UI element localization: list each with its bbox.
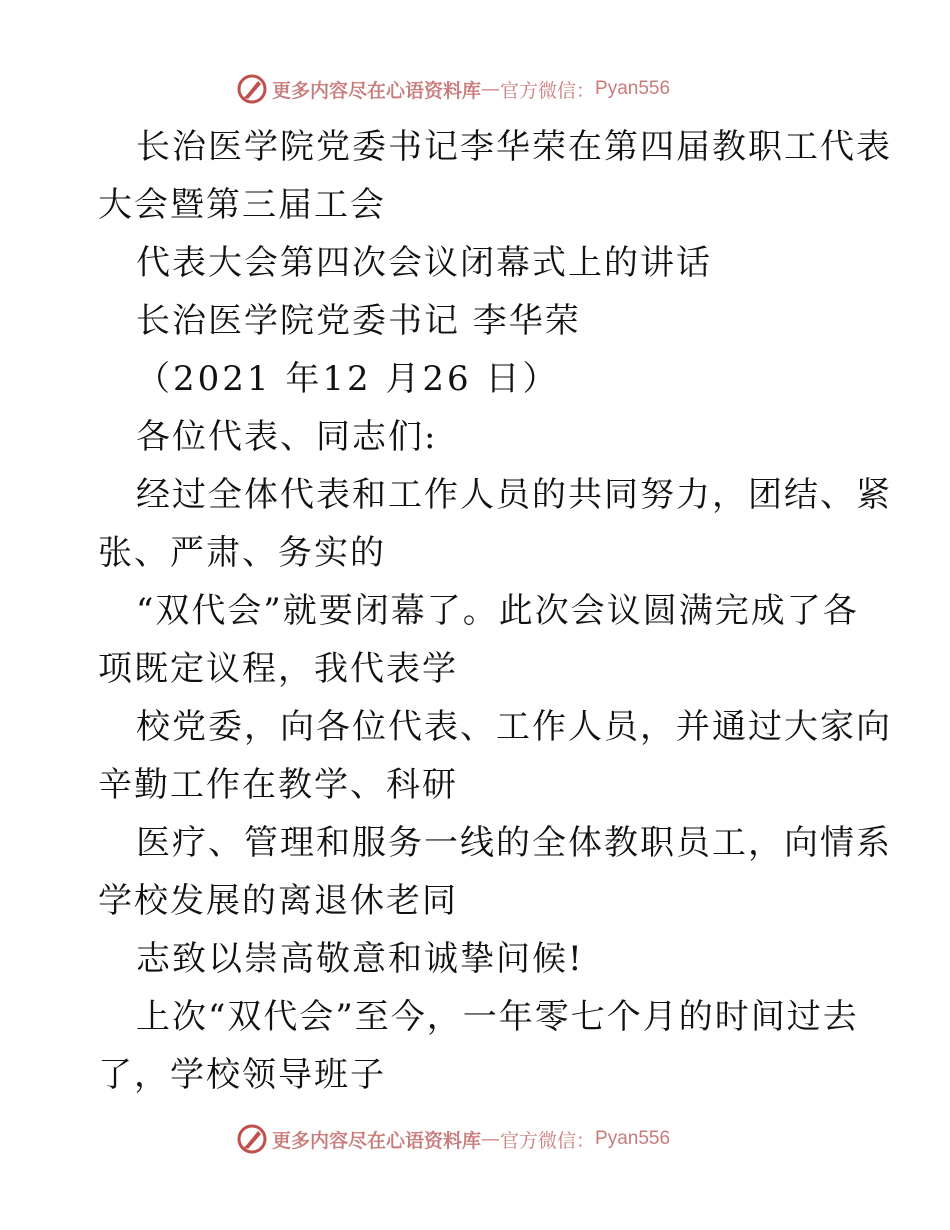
paragraph-line: “双代会”就要闭幕了。此次会议圆满完成了各 (136, 591, 859, 631)
watermark-brand: 更多内容尽在心语资料库 (272, 1129, 482, 1152)
date-line: （2021 年12 月26 日） (136, 359, 560, 399)
title-line: 长治医学院党委书记李华荣在第四届教职工代表 (136, 127, 892, 167)
paragraph-line: 经过全体代表和工作人员的共同努力，团结、紧 (136, 475, 892, 515)
watermark-wechat-id: Pyan556 (595, 78, 671, 99)
salutation-line: 各位代表、同志们: (136, 417, 438, 457)
quill-logo-icon (236, 73, 268, 105)
header-watermark (236, 72, 716, 106)
paragraph-line: 张、严肃、务实的 (98, 533, 386, 573)
watermark-brand: 更多内容尽在心语资料库 (272, 79, 482, 102)
watermark-dash: — (481, 78, 501, 100)
paragraph-line: 志致以崇高敬意和诚挚问候! (136, 939, 584, 979)
title-line: 大会暨第三届工会 (98, 185, 386, 225)
paragraph-line: 了，学校领导班子 (98, 1055, 386, 1095)
paragraph-line: 上次“双代会”至今，一年零七个月的时间过去 (136, 997, 859, 1037)
document-body (98, 118, 892, 1104)
quill-logo-icon (236, 1123, 268, 1155)
watermark-official-label: 官方微信： (500, 1129, 596, 1152)
paragraph-line: 项既定议程，我代表学 (98, 649, 458, 689)
paragraph-line: 学校发展的离退休老同 (98, 881, 458, 921)
watermark-official-label: 官方微信： (500, 79, 596, 102)
footer-watermark (236, 1122, 716, 1156)
author-line: 长治医学院党委书记 李华荣 (136, 301, 581, 341)
paragraph-line: 校党委，向各位代表、工作人员，并通过大家向 (136, 707, 892, 747)
paragraph-line: 辛勤工作在教学、科研 (98, 765, 458, 805)
title-line: 代表大会第四次会议闭幕式上的讲话 (136, 243, 712, 283)
watermark-dash: — (481, 1128, 501, 1150)
paragraph-line: 医疗、管理和服务一线的全体教职员工，向情系 (136, 823, 892, 863)
watermark-wechat-id: Pyan556 (595, 1128, 671, 1149)
